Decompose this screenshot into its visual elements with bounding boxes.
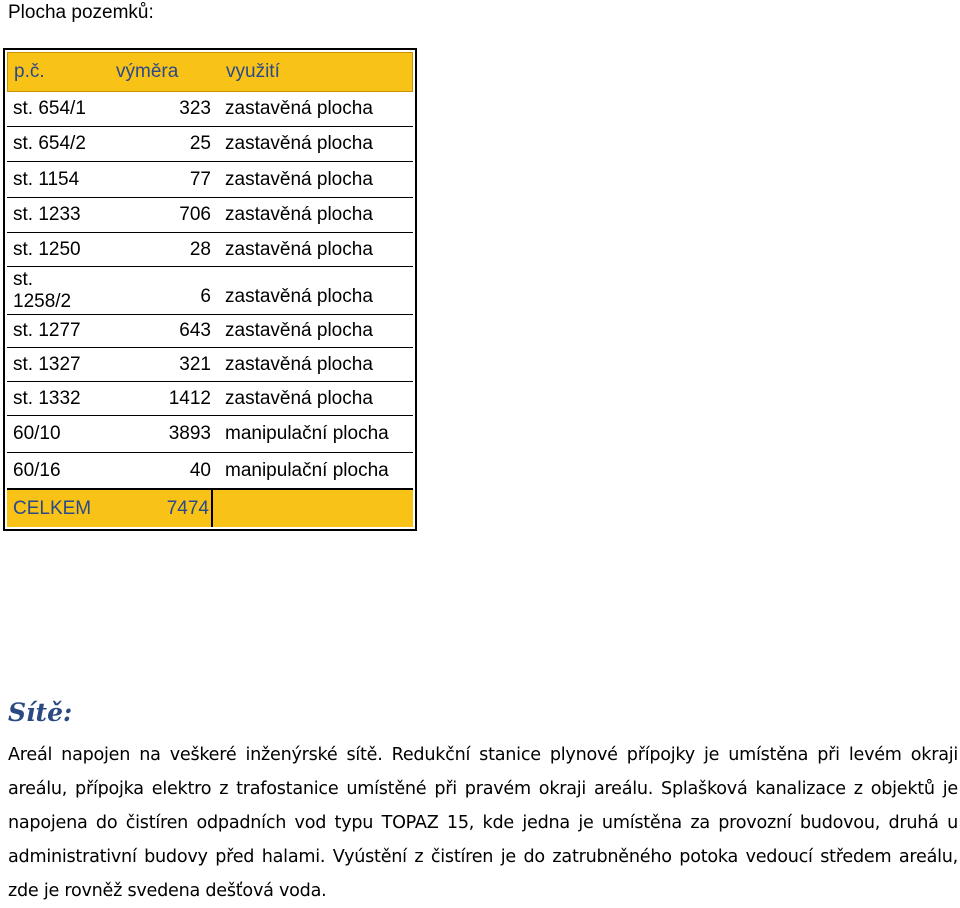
cell-vymera: 28 (189, 238, 211, 260)
cell-vymera: 706 (179, 204, 211, 225)
cell-vymera: 321 (179, 353, 211, 375)
cell-vyuziti: zastavěná plocha (225, 320, 373, 341)
cell-vymera: 643 (179, 320, 211, 341)
cell-pc: 60/16 (13, 459, 61, 481)
cell-pc: st. 1258/2 (13, 268, 72, 312)
cell-vyuziti: zastavěná plocha (225, 133, 373, 154)
table-row (7, 348, 413, 382)
table-row (7, 127, 413, 162)
total-row (7, 490, 413, 527)
table-row (7, 416, 413, 453)
section-paragraph: Areál napojen na veškeré inženýrské sítě. Redukční stanice plynové přípojky je umístěna při levém okraji areálu, přípojka elektro z trafostanice umístěné při pravém okraji areálu. Splašková kanalizace z objektů je napojena do čistíren odpadních vod typu TOPAZ 15, kde jedna je umístěna za provozní budovou, druhá u administrativní budovy před halami. Vyústění z čistíren je do zatrubněného potoka vedoucí středem areálu, zde je rovněž svedena dešťová voda. (8, 745, 958, 901)
cell-vyuziti: manipulační plocha (225, 459, 389, 481)
cell-pc: 60/10 (13, 423, 61, 444)
cell-vymera: 3893 (168, 423, 211, 444)
cell-vyuziti: zastavěná plocha (225, 238, 373, 260)
cell-vymera: 40 (189, 459, 211, 481)
cell-pc: st. 1233 (13, 204, 81, 225)
page-heading: Plocha pozemků: (8, 2, 154, 23)
cell-pc: st. 654/2 (13, 133, 86, 154)
table-row (7, 233, 413, 267)
cell-vymera: 323 (179, 98, 211, 119)
header-pc: p.č. (14, 61, 45, 82)
table-row (7, 198, 413, 233)
cell-vyuziti: zastavěná plocha (225, 168, 373, 190)
cell-vyuziti: zastavěná plocha (225, 387, 373, 409)
cell-pc: st. 1327 (13, 353, 81, 375)
cell-vyuziti: manipulační plocha (225, 423, 389, 444)
cell-vyuziti: zastavěná plocha (225, 98, 373, 119)
header-vymera: výměra (116, 61, 179, 82)
cell-vyuziti: zastavěná plocha (225, 353, 373, 375)
cell-vymera: 1412 (168, 387, 211, 409)
cell-vyuziti: zastavěná plocha (225, 204, 373, 225)
table-row (7, 92, 413, 127)
cell-pc: st. 654/1 (13, 98, 86, 119)
cell-vymera: 6 (200, 286, 211, 307)
table-row (7, 382, 413, 416)
header-vyuziti: využití (226, 61, 280, 82)
total-label: CELKEM (13, 497, 92, 519)
total-cell (7, 490, 213, 527)
cell-pc: st. 1250 (13, 238, 81, 260)
cell-vymera: 77 (189, 168, 211, 190)
cell-pc: st. 1332 (13, 387, 81, 409)
table-row (7, 453, 413, 488)
cell-vymera: 25 (189, 133, 211, 154)
total-value: 7474 (166, 497, 209, 519)
table-row (7, 162, 413, 198)
total-empty-cell (213, 490, 413, 527)
table-row (7, 315, 413, 348)
cell-pc: st. 1154 (13, 168, 80, 190)
cell-vyuziti: zastavěná plocha (225, 286, 373, 307)
section-title: Sítě: (8, 698, 73, 727)
parcel-table (3, 48, 417, 531)
table-row (7, 267, 413, 315)
parcel-table-body (7, 52, 413, 527)
table-header-row (7, 52, 413, 92)
cell-pc: st. 1277 (13, 320, 81, 341)
